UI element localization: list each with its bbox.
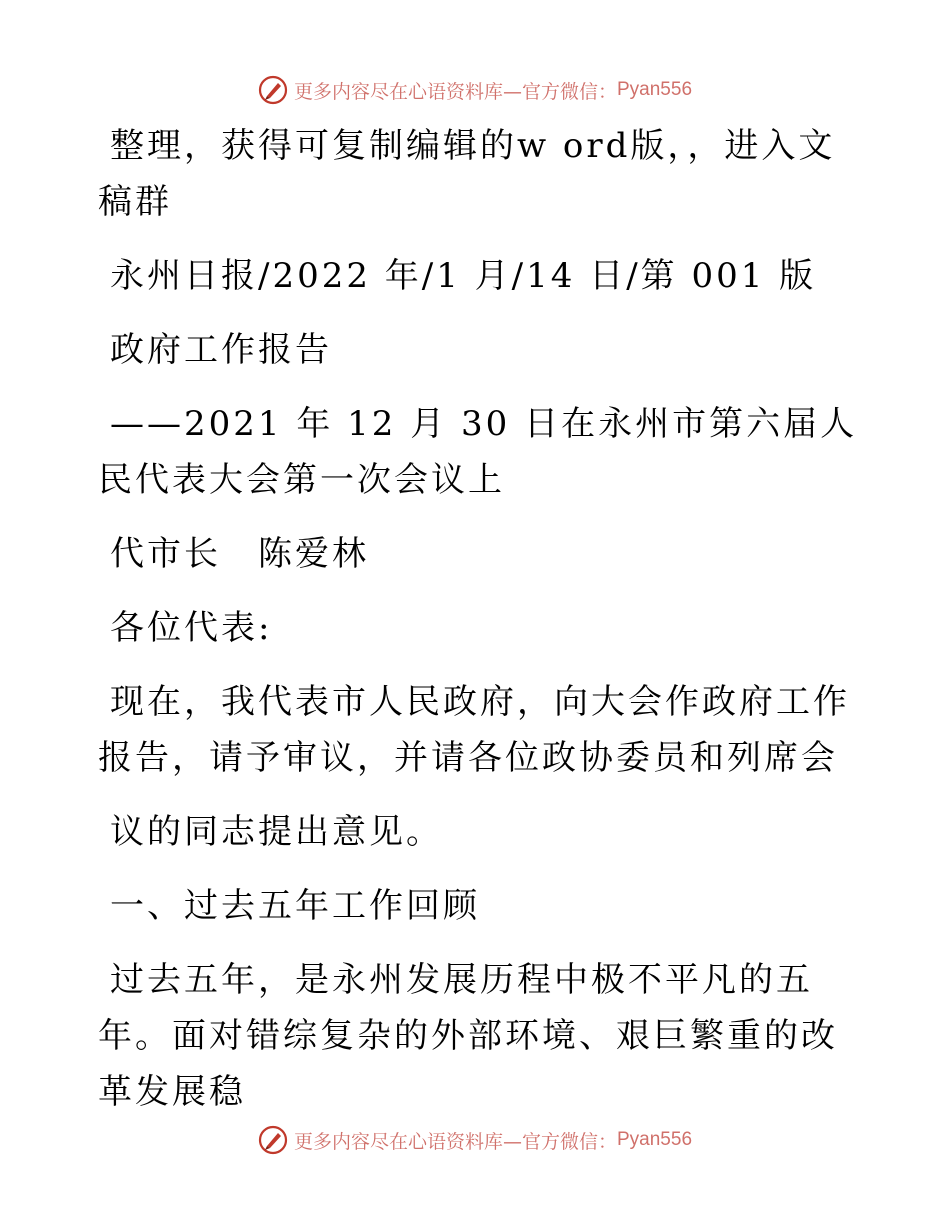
watermark-wechat-id: Pyan556 [617, 1129, 693, 1150]
document-title: 政府工作报告 [110, 330, 332, 370]
paragraph-source: 永州日报/2022 年/1 月/14 日/第 001 版 [110, 256, 817, 296]
pen-logo-icon [258, 75, 288, 105]
footer-watermark [0, 1120, 950, 1160]
watermark-text: 更多内容尽在心语资料库—官方微信： [293, 1130, 617, 1153]
salutation: 各位代表: [110, 608, 273, 648]
header-watermark [0, 70, 950, 110]
watermark-wechat-id: Pyan556 [617, 79, 693, 100]
paragraph-intro: 整理，获得可复制编辑的w ord版，，进入文稿群 [98, 126, 836, 222]
section-heading: 一、过去五年工作回顾 [110, 886, 480, 926]
author-line: 代市长 陈爱林 [110, 534, 369, 574]
watermark-text: 更多内容尽在心语资料库—官方微信： [293, 80, 617, 103]
paragraph-review: 过去五年，是永州发展历程中极不平凡的五年。面对错综复杂的外部环境、艰巨繁重的改革发展稳 [98, 960, 838, 1112]
paragraph-opening-cont: 议的同志提出意见。 [110, 812, 443, 852]
pen-logo-icon [258, 1125, 288, 1155]
paragraph-opening: 现在，我代表市人民政府，向大会作政府工作报告，请予审议，并请各位政协委员和列席会 [98, 682, 850, 778]
document-subtitle: ——2021 年 12 月 30 日在永州市第六届人民代表大会第一次会议上 [98, 404, 858, 500]
document-body [98, 118, 858, 1138]
